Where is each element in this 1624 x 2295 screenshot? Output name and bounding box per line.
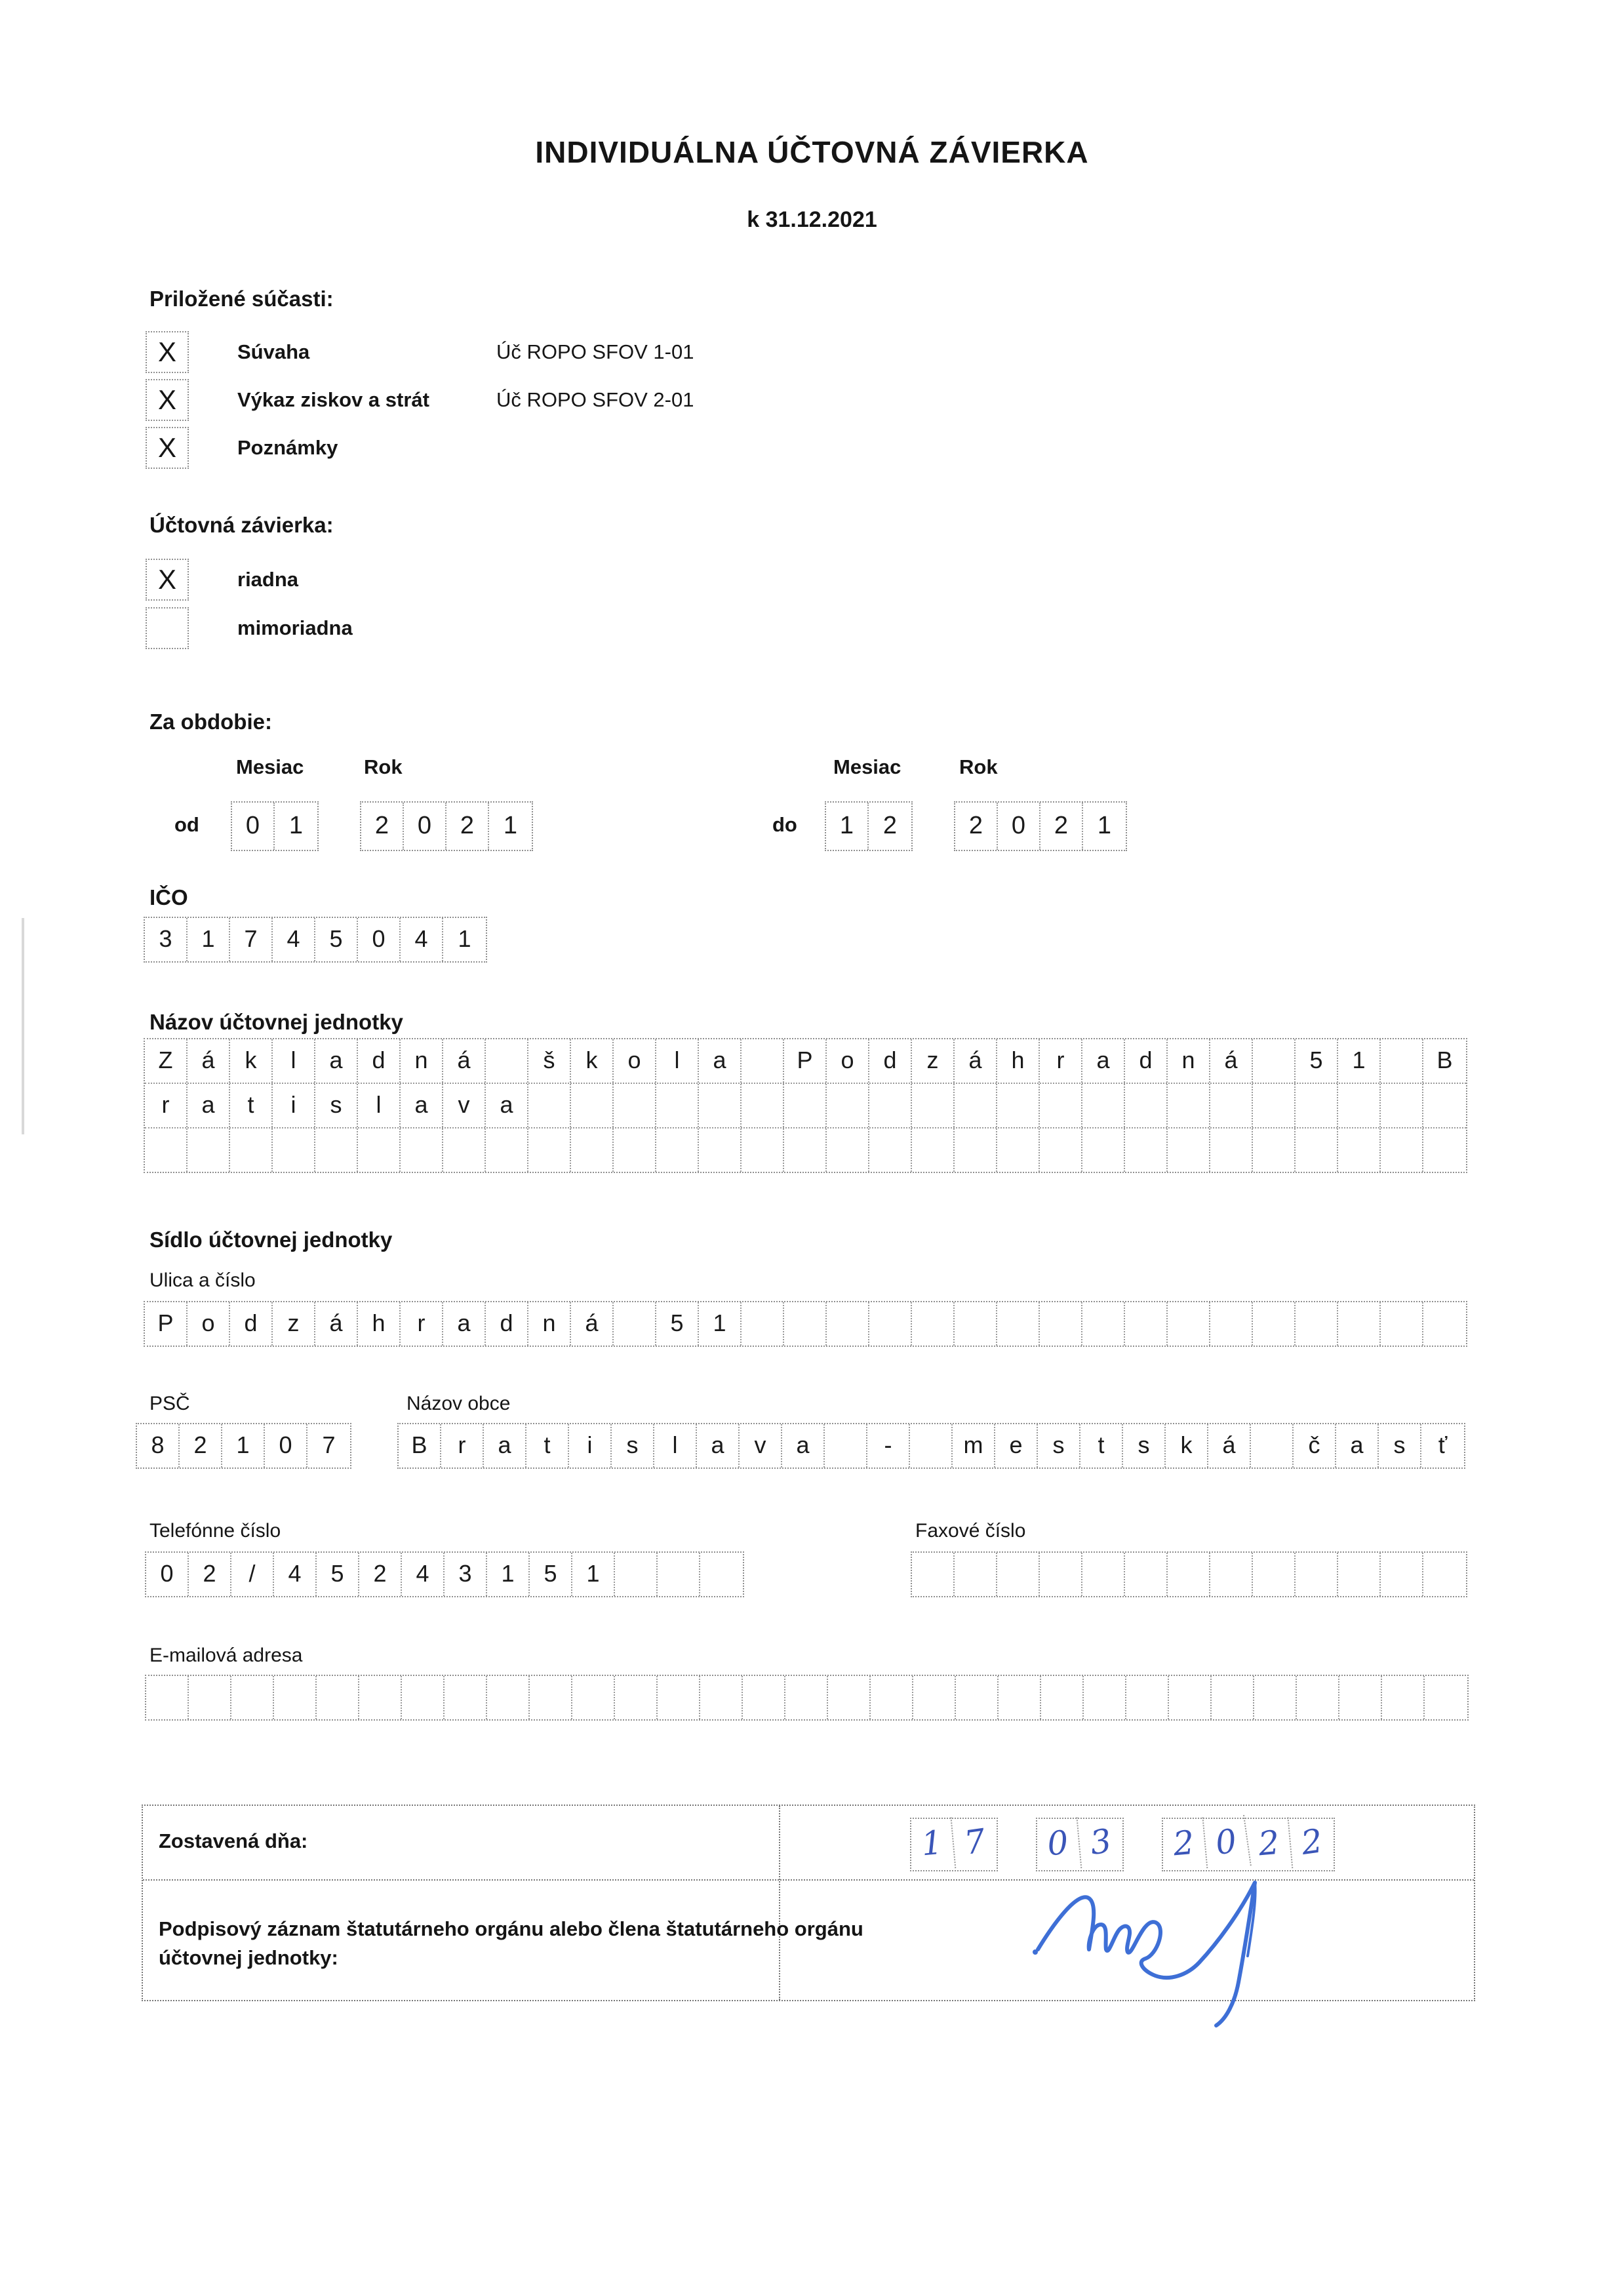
grid-cell [1040, 1553, 1082, 1596]
grid-cell: š [528, 1039, 571, 1083]
grid-cell [1125, 1302, 1168, 1346]
grid-cell [1338, 1302, 1381, 1346]
entity-name-heading: Názov účtovnej jednotky [149, 1010, 403, 1034]
grid-cell: 4 [273, 918, 315, 961]
grid-cell: á [955, 1039, 997, 1083]
grid-cell [401, 1128, 443, 1172]
grid-cell: 5 [317, 1553, 359, 1596]
grid-cell [1339, 1676, 1382, 1719]
grid-cell [1253, 1302, 1296, 1346]
grid-cell [615, 1676, 658, 1719]
grid-cell: l [273, 1039, 315, 1083]
grid-cell: n [401, 1039, 443, 1083]
grid-cell [571, 1084, 614, 1127]
period-to-label: do [772, 813, 797, 836]
grid-cell: 4 [274, 1553, 317, 1596]
grid-cell [572, 1676, 615, 1719]
address-heading: Sídlo účtovnej jednotky [149, 1227, 393, 1252]
grid-cell [231, 1676, 274, 1719]
grid-cell [188, 1128, 230, 1172]
grid-cell: 4 [401, 918, 443, 961]
grid-cell [1210, 1553, 1253, 1596]
grid-cell: i [273, 1084, 315, 1127]
grid-cell [1168, 1553, 1210, 1596]
grid-cell: o [827, 1039, 869, 1083]
grid-cell: 0 [146, 1553, 189, 1596]
grid-cell [1125, 1553, 1168, 1596]
grid-cell [700, 1676, 743, 1719]
checkbox-suvaha[interactable]: X [146, 331, 189, 373]
grid-cell: á [1210, 1039, 1253, 1083]
grid-cell: B [399, 1424, 441, 1467]
grid-cell: 2 [1299, 1822, 1325, 1862]
grid-cell: s [1123, 1424, 1166, 1467]
grid-cell: v [443, 1084, 486, 1127]
grid-cell: a [1082, 1039, 1125, 1083]
grid-cell [530, 1676, 572, 1719]
grid-cell: 5 [656, 1302, 699, 1346]
attachment-code-vykaz: Úč ROPO SFOV 2-01 [496, 388, 694, 411]
grid-cell [785, 1676, 828, 1719]
attachment-label-suvaha: Súvaha [237, 340, 310, 363]
grid-cell: 0 [998, 803, 1040, 850]
grid-cell [443, 1128, 486, 1172]
grid-cell [402, 1676, 445, 1719]
grid-cell: a [401, 1084, 443, 1127]
grid-cell: s [1379, 1424, 1421, 1467]
grid-cell [486, 1039, 528, 1083]
grid-cell: r [1040, 1039, 1082, 1083]
grid-cell: s [1038, 1424, 1080, 1467]
grid-cell [1381, 1553, 1423, 1596]
grid-cell [1423, 1553, 1466, 1596]
grid-cell [871, 1676, 913, 1719]
grid-cell [1338, 1553, 1381, 1596]
grid-cell: 8 [137, 1424, 180, 1467]
period-to-year-boxes[interactable] [954, 801, 1127, 851]
grid-cell [827, 1084, 869, 1127]
grid-cell: 2 [882, 812, 898, 839]
grid-cell: a [315, 1039, 358, 1083]
grid-cell [1296, 1302, 1338, 1346]
grid-cell [784, 1084, 827, 1127]
compiled-date-label: Zostavená dňa: [159, 1829, 308, 1852]
grid-cell [1253, 1553, 1296, 1596]
grid-cell: d [1125, 1039, 1168, 1083]
closing-type-label-mimoriadna: mimoriadna [237, 616, 353, 639]
grid-cell: l [358, 1084, 401, 1127]
grid-cell [1296, 1084, 1338, 1127]
period-to-year-label: Rok [959, 755, 998, 778]
period-to-month-label: Mesiac [833, 755, 901, 778]
grid-cell [1253, 1084, 1296, 1127]
grid-cell [656, 1084, 699, 1127]
grid-cell [274, 1676, 317, 1719]
grid-cell: r [441, 1424, 484, 1467]
grid-cell [869, 1084, 912, 1127]
grid-cell [1253, 1128, 1296, 1172]
grid-cell: 3 [145, 918, 188, 961]
grid-cell [614, 1084, 656, 1127]
grid-cell [1381, 1039, 1423, 1083]
grid-cell: 1 [1338, 1039, 1381, 1083]
grid-cell [955, 1553, 997, 1596]
checkbox-riadna[interactable]: X [146, 559, 189, 601]
grid-cell [913, 1676, 956, 1719]
grid-cell: t [230, 1084, 273, 1127]
grid-cell [1297, 1676, 1339, 1719]
grid-cell: 1 [826, 803, 869, 850]
grid-cell [1425, 1676, 1467, 1719]
grid-cell [1423, 1302, 1466, 1346]
grid-cell [912, 1128, 955, 1172]
phone-label: Telefónne číslo [149, 1520, 281, 1542]
grid-cell: a [486, 1084, 528, 1127]
closing-type-heading: Účtovná závierka: [149, 513, 334, 537]
period-from-month-label: Mesiac [236, 755, 304, 778]
grid-cell: n [1168, 1039, 1210, 1083]
grid-cell [1296, 1128, 1338, 1172]
signature-statement-label [159, 1915, 893, 1972]
grid-cell: 2 [1161, 1817, 1208, 1871]
grid-cell: k [230, 1039, 273, 1083]
grid-cell [359, 1676, 402, 1719]
fax-label: Faxové číslo [915, 1520, 1026, 1542]
grid-cell [1210, 1302, 1253, 1346]
grid-cell: 1 [503, 812, 518, 839]
compiled-date-year-boxes[interactable] [1162, 1818, 1335, 1871]
grid-cell: t [526, 1424, 569, 1467]
grid-cell [1168, 1128, 1210, 1172]
grid-cell [1423, 1084, 1466, 1127]
grid-cell [528, 1084, 571, 1127]
compiled-date-day-boxes[interactable] [910, 1818, 998, 1871]
grid-cell: 5 [530, 1553, 572, 1596]
grid-cell [1041, 1676, 1084, 1719]
city-grid[interactable] [397, 1423, 1465, 1469]
grid-cell: 2 [1246, 1817, 1294, 1871]
grid-cell: r [145, 1084, 188, 1127]
grid-cell: a [697, 1424, 740, 1467]
street-label: Ulica a číslo [149, 1269, 256, 1291]
grid-cell [1082, 1084, 1125, 1127]
grid-cell [699, 1128, 742, 1172]
grid-cell [956, 1676, 999, 1719]
grid-cell: v [740, 1424, 782, 1467]
grid-cell [869, 1128, 912, 1172]
entity-name-row-2[interactable] [145, 1083, 1466, 1127]
grid-cell: e [995, 1424, 1038, 1467]
ico-boxes[interactable] [144, 917, 487, 963]
grid-cell [1382, 1676, 1425, 1719]
grid-cell: 1 [699, 1302, 742, 1346]
grid-cell: 2 [955, 803, 998, 850]
grid-cell [658, 1676, 700, 1719]
grid-cell: h [358, 1302, 401, 1346]
grid-cell: a [188, 1084, 230, 1127]
grid-cell: ť [1438, 1431, 1448, 1458]
grid-cell [1125, 1084, 1168, 1127]
period-heading: Za obdobie: [149, 709, 272, 734]
grid-cell [571, 1128, 614, 1172]
psc-grid[interactable] [136, 1423, 351, 1469]
period-from-year-boxes[interactable] [360, 801, 533, 851]
grid-cell: z [912, 1039, 955, 1083]
checkbox-poznamky[interactable]: X [146, 427, 189, 469]
grid-cell: 1 [188, 918, 230, 961]
grid-cell [784, 1128, 827, 1172]
grid-cell [486, 1128, 528, 1172]
grid-cell [828, 1676, 871, 1719]
grid-cell: B [1436, 1047, 1453, 1073]
grid-cell [1254, 1676, 1297, 1719]
grid-cell: 0 [404, 803, 446, 850]
grid-cell: 4 [402, 1553, 445, 1596]
grid-cell [743, 1676, 785, 1719]
grid-cell [997, 1084, 1040, 1127]
grid-cell: 1 [288, 812, 304, 839]
entity-name-grid[interactable] [144, 1038, 1467, 1173]
closing-type-label-riadna: riadna [237, 568, 299, 591]
grid-cell [1040, 1128, 1082, 1172]
grid-cell [1168, 1302, 1210, 1346]
grid-cell [1169, 1676, 1212, 1719]
grid-cell [1210, 1128, 1253, 1172]
grid-cell: č [1294, 1424, 1336, 1467]
checkbox-vykaz[interactable]: X [146, 379, 189, 421]
grid-cell [1082, 1553, 1125, 1596]
grid-cell [1381, 1084, 1423, 1127]
grid-cell [1212, 1676, 1254, 1719]
grid-cell: l [654, 1424, 697, 1467]
grid-cell [1338, 1084, 1381, 1127]
grid-cell: o [188, 1302, 230, 1346]
grid-cell: P [145, 1302, 188, 1346]
grid-cell [742, 1128, 784, 1172]
grid-cell: a [443, 1302, 486, 1346]
grid-cell [997, 1128, 1040, 1172]
checkbox-mimoriadna[interactable] [146, 607, 189, 649]
report-date: k 31.12.2021 [747, 207, 877, 232]
signature [1026, 1872, 1295, 2036]
grid-cell: 1 [222, 1424, 265, 1467]
grid-cell: 2 [361, 803, 404, 850]
grid-cell: P [784, 1039, 827, 1083]
grid-cell [827, 1302, 869, 1346]
grid-cell [742, 1302, 784, 1346]
grid-cell [699, 1084, 742, 1127]
grid-cell: s [315, 1084, 358, 1127]
grid-cell [656, 1128, 699, 1172]
grid-cell: 1 [1097, 812, 1112, 839]
scan-artifact-line [22, 918, 24, 1134]
grid-cell [955, 1302, 997, 1346]
grid-cell: a [484, 1424, 526, 1467]
grid-cell [614, 1302, 656, 1346]
grid-cell [615, 1553, 658, 1596]
period-from-label: od [174, 813, 199, 836]
grid-cell: 3 [445, 1553, 487, 1596]
grid-cell: s [612, 1424, 654, 1467]
grid-cell [999, 1676, 1041, 1719]
city-label: Názov obce [406, 1393, 511, 1414]
psc-label: PSČ [149, 1393, 190, 1414]
grid-cell: a [782, 1424, 825, 1467]
grid-cell: 2 [446, 803, 489, 850]
grid-cell [445, 1676, 487, 1719]
grid-cell [146, 1676, 189, 1719]
grid-cell: á [571, 1302, 614, 1346]
grid-cell [189, 1676, 231, 1719]
grid-cell: á [1208, 1424, 1251, 1467]
grid-cell: t [1080, 1424, 1123, 1467]
grid-cell: m [953, 1424, 995, 1467]
page-title: INDIVIDUÁLNA ÚČTOVNÁ ZÁVIERKA [535, 135, 1089, 169]
attachment-label-vykaz: Výkaz ziskov a strát [237, 388, 429, 411]
grid-cell [273, 1128, 315, 1172]
grid-cell: á [315, 1302, 358, 1346]
grid-cell: 0 [358, 918, 401, 961]
grid-cell: 7 [962, 1822, 988, 1862]
grid-cell: 0 [1202, 1815, 1252, 1871]
grid-cell [827, 1128, 869, 1172]
period-from-year-label: Rok [364, 755, 403, 778]
street-grid[interactable] [144, 1301, 1467, 1347]
grid-cell: 5 [1296, 1039, 1338, 1083]
period-to-month-boxes[interactable] [825, 801, 913, 851]
grid-cell [1125, 1128, 1168, 1172]
grid-cell [145, 1128, 188, 1172]
grid-cell [955, 1084, 997, 1127]
grid-cell: d [869, 1039, 912, 1083]
attachments-heading: Priložené súčasti: [149, 287, 334, 311]
grid-cell [315, 1128, 358, 1172]
grid-cell: 2 [189, 1553, 231, 1596]
grid-cell: z [273, 1302, 315, 1346]
grid-cell: k [1166, 1424, 1208, 1467]
grid-cell: n [528, 1302, 571, 1346]
grid-cell [742, 1084, 784, 1127]
grid-cell [658, 1553, 700, 1596]
grid-cell: d [358, 1039, 401, 1083]
grid-cell [1168, 1084, 1210, 1127]
period-from-month-boxes[interactable] [231, 801, 319, 851]
grid-cell [1082, 1302, 1125, 1346]
grid-cell: 0 [1035, 1817, 1082, 1871]
grid-cell [997, 1302, 1040, 1346]
grid-cell [912, 1084, 955, 1127]
grid-cell [1381, 1302, 1423, 1346]
grid-cell: h [997, 1039, 1040, 1083]
grid-cell: 0 [232, 803, 275, 850]
grid-cell: o [614, 1039, 656, 1083]
grid-cell [1338, 1128, 1381, 1172]
grid-cell [1251, 1424, 1294, 1467]
grid-cell: d [486, 1302, 528, 1346]
signature-statement-line2: účtovnej jednotky: [159, 1946, 338, 1969]
grid-cell [700, 1553, 743, 1596]
grid-cell [528, 1128, 571, 1172]
grid-cell: Z [145, 1039, 188, 1083]
grid-cell: - [867, 1424, 910, 1467]
grid-cell: 0 [265, 1424, 307, 1467]
grid-cell: 1 [487, 1553, 530, 1596]
entity-name-row-3[interactable] [145, 1127, 1466, 1172]
grid-cell: k [571, 1039, 614, 1083]
grid-cell [1040, 1084, 1082, 1127]
attachment-code-suvaha: Úč ROPO SFOV 1-01 [496, 340, 694, 363]
grid-cell: 5 [315, 918, 358, 961]
grid-cell [1126, 1676, 1169, 1719]
grid-cell: a [699, 1039, 742, 1083]
attachment-label-poznamky: Poznámky [237, 436, 338, 459]
grid-cell [1084, 1676, 1126, 1719]
grid-cell: r [401, 1302, 443, 1346]
grid-cell: 1 [458, 925, 471, 952]
grid-cell [742, 1039, 784, 1083]
ico-label: IČO [149, 885, 188, 909]
grid-cell [1040, 1302, 1082, 1346]
grid-cell [487, 1676, 530, 1719]
grid-cell: d [230, 1302, 273, 1346]
grid-cell [1381, 1128, 1423, 1172]
fax-grid[interactable] [911, 1551, 1467, 1597]
grid-cell: á [443, 1039, 486, 1083]
grid-cell: 7 [230, 918, 273, 961]
grid-cell [997, 1553, 1040, 1596]
grid-cell: á [188, 1039, 230, 1083]
grid-cell: 2 [1040, 803, 1083, 850]
grid-cell [869, 1302, 912, 1346]
grid-cell [1210, 1084, 1253, 1127]
grid-cell [1296, 1553, 1338, 1596]
grid-cell [1082, 1128, 1125, 1172]
phone-grid[interactable] [145, 1551, 744, 1597]
grid-cell [955, 1128, 997, 1172]
grid-cell: 1 [909, 1817, 957, 1871]
grid-cell [1253, 1039, 1296, 1083]
grid-cell [358, 1128, 401, 1172]
email-grid[interactable] [145, 1675, 1469, 1721]
grid-cell [1423, 1128, 1466, 1172]
grid-cell: 3 [1088, 1822, 1114, 1862]
grid-cell: / [231, 1553, 274, 1596]
signature-statement-line1: Podpisový záznam štatutárneho orgánu alebo člena štatutárneho orgánu [159, 1917, 863, 1940]
grid-cell [784, 1302, 827, 1346]
grid-cell [614, 1128, 656, 1172]
grid-cell: a [1336, 1424, 1379, 1467]
grid-cell: 2 [359, 1553, 402, 1596]
grid-cell: l [656, 1039, 699, 1083]
grid-cell [230, 1128, 273, 1172]
grid-cell: 2 [180, 1424, 222, 1467]
grid-cell [912, 1302, 955, 1346]
grid-cell: i [569, 1424, 612, 1467]
grid-cell [910, 1424, 953, 1467]
grid-cell: 7 [322, 1431, 336, 1458]
entity-name-row-1[interactable] [145, 1039, 1466, 1083]
grid-cell [912, 1553, 955, 1596]
compiled-date-month-boxes[interactable] [1036, 1818, 1124, 1871]
grid-cell [317, 1676, 359, 1719]
grid-cell [825, 1424, 867, 1467]
grid-cell: 1 [572, 1553, 615, 1596]
email-label: E-mailová adresa [149, 1645, 303, 1666]
